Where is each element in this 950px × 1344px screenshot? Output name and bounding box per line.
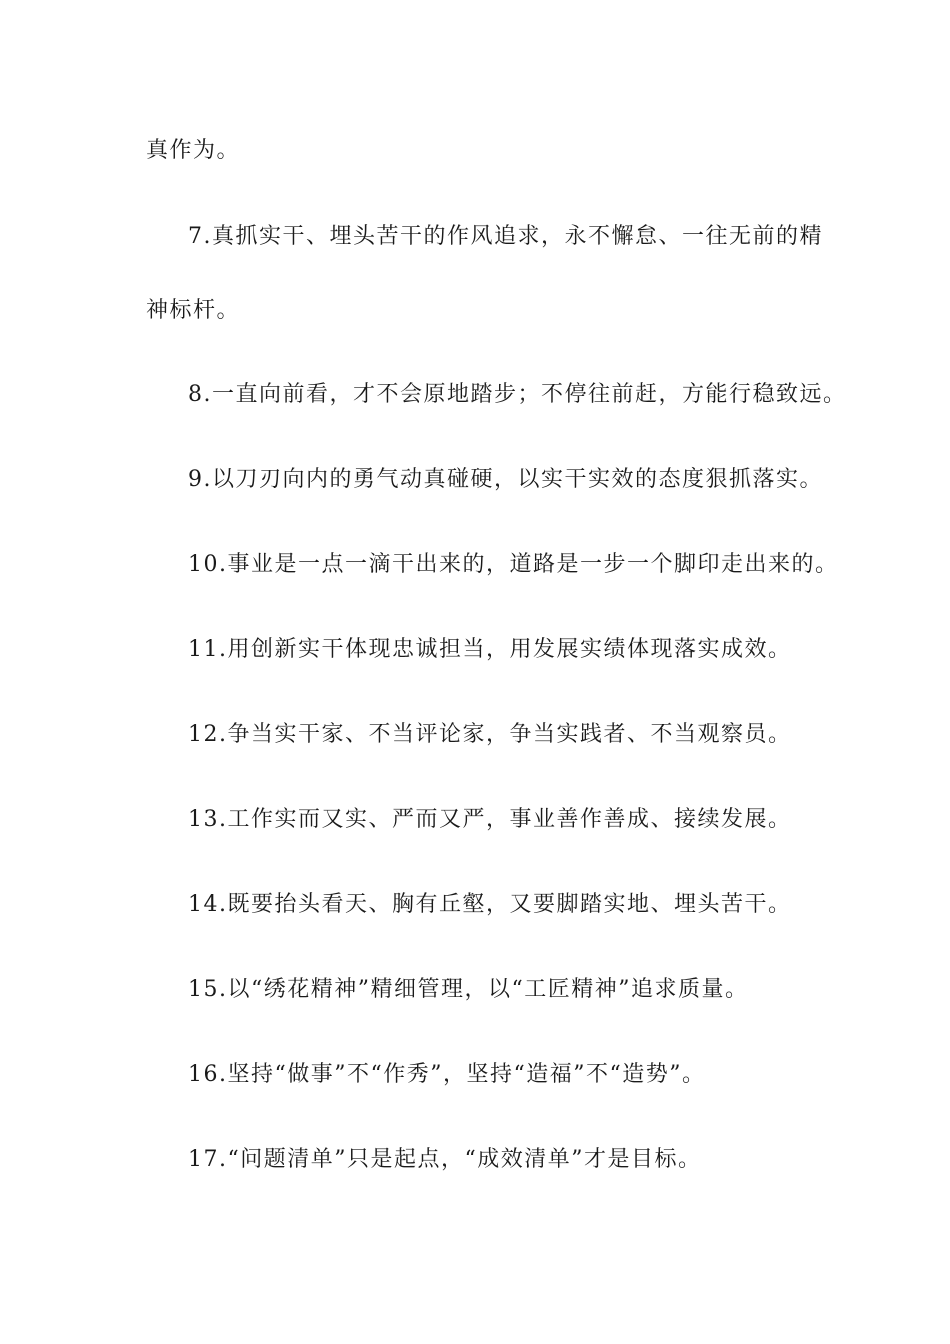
item-7-line-1: 7.真抓实干、埋头苦干的作风追求，永不懈怠、一往无前的精 <box>188 224 823 249</box>
item-10: 10.事业是一点一滴干出来的，道路是一步一个脚印走出来的。 <box>188 552 839 577</box>
item-17: 17.“问题清单”只是起点，“成效清单”才是目标。 <box>188 1147 702 1172</box>
item-14: 14.既要抬头看天、胸有丘壑，又要脚踏实地、埋头苦干。 <box>188 892 792 917</box>
item-16: 16.坚持“做事”不“作秀”，坚持“造福”不“造势”。 <box>188 1062 706 1087</box>
item-11: 11.用创新实干体现忠诚担当，用发展实绩体现落实成效。 <box>188 637 792 662</box>
paragraph-continuation: 真作为。 <box>146 138 241 163</box>
item-9: 9.以刀刃向内的勇气动真碰硬，以实干实效的态度狠抓落实。 <box>188 467 823 492</box>
item-13: 13.工作实而又实、严而又严，事业善作善成、接续发展。 <box>188 807 792 832</box>
item-8: 8.一直向前看，才不会原地踏步；不停往前赶，方能行稳致远。 <box>188 382 847 407</box>
item-12: 12.争当实干家、不当评论家，争当实践者、不当观察员。 <box>188 722 792 747</box>
item-7-line-2: 神标杆。 <box>146 298 241 323</box>
item-15: 15.以“绣花精神”精细管理，以“工匠精神”追求质量。 <box>188 977 749 1002</box>
